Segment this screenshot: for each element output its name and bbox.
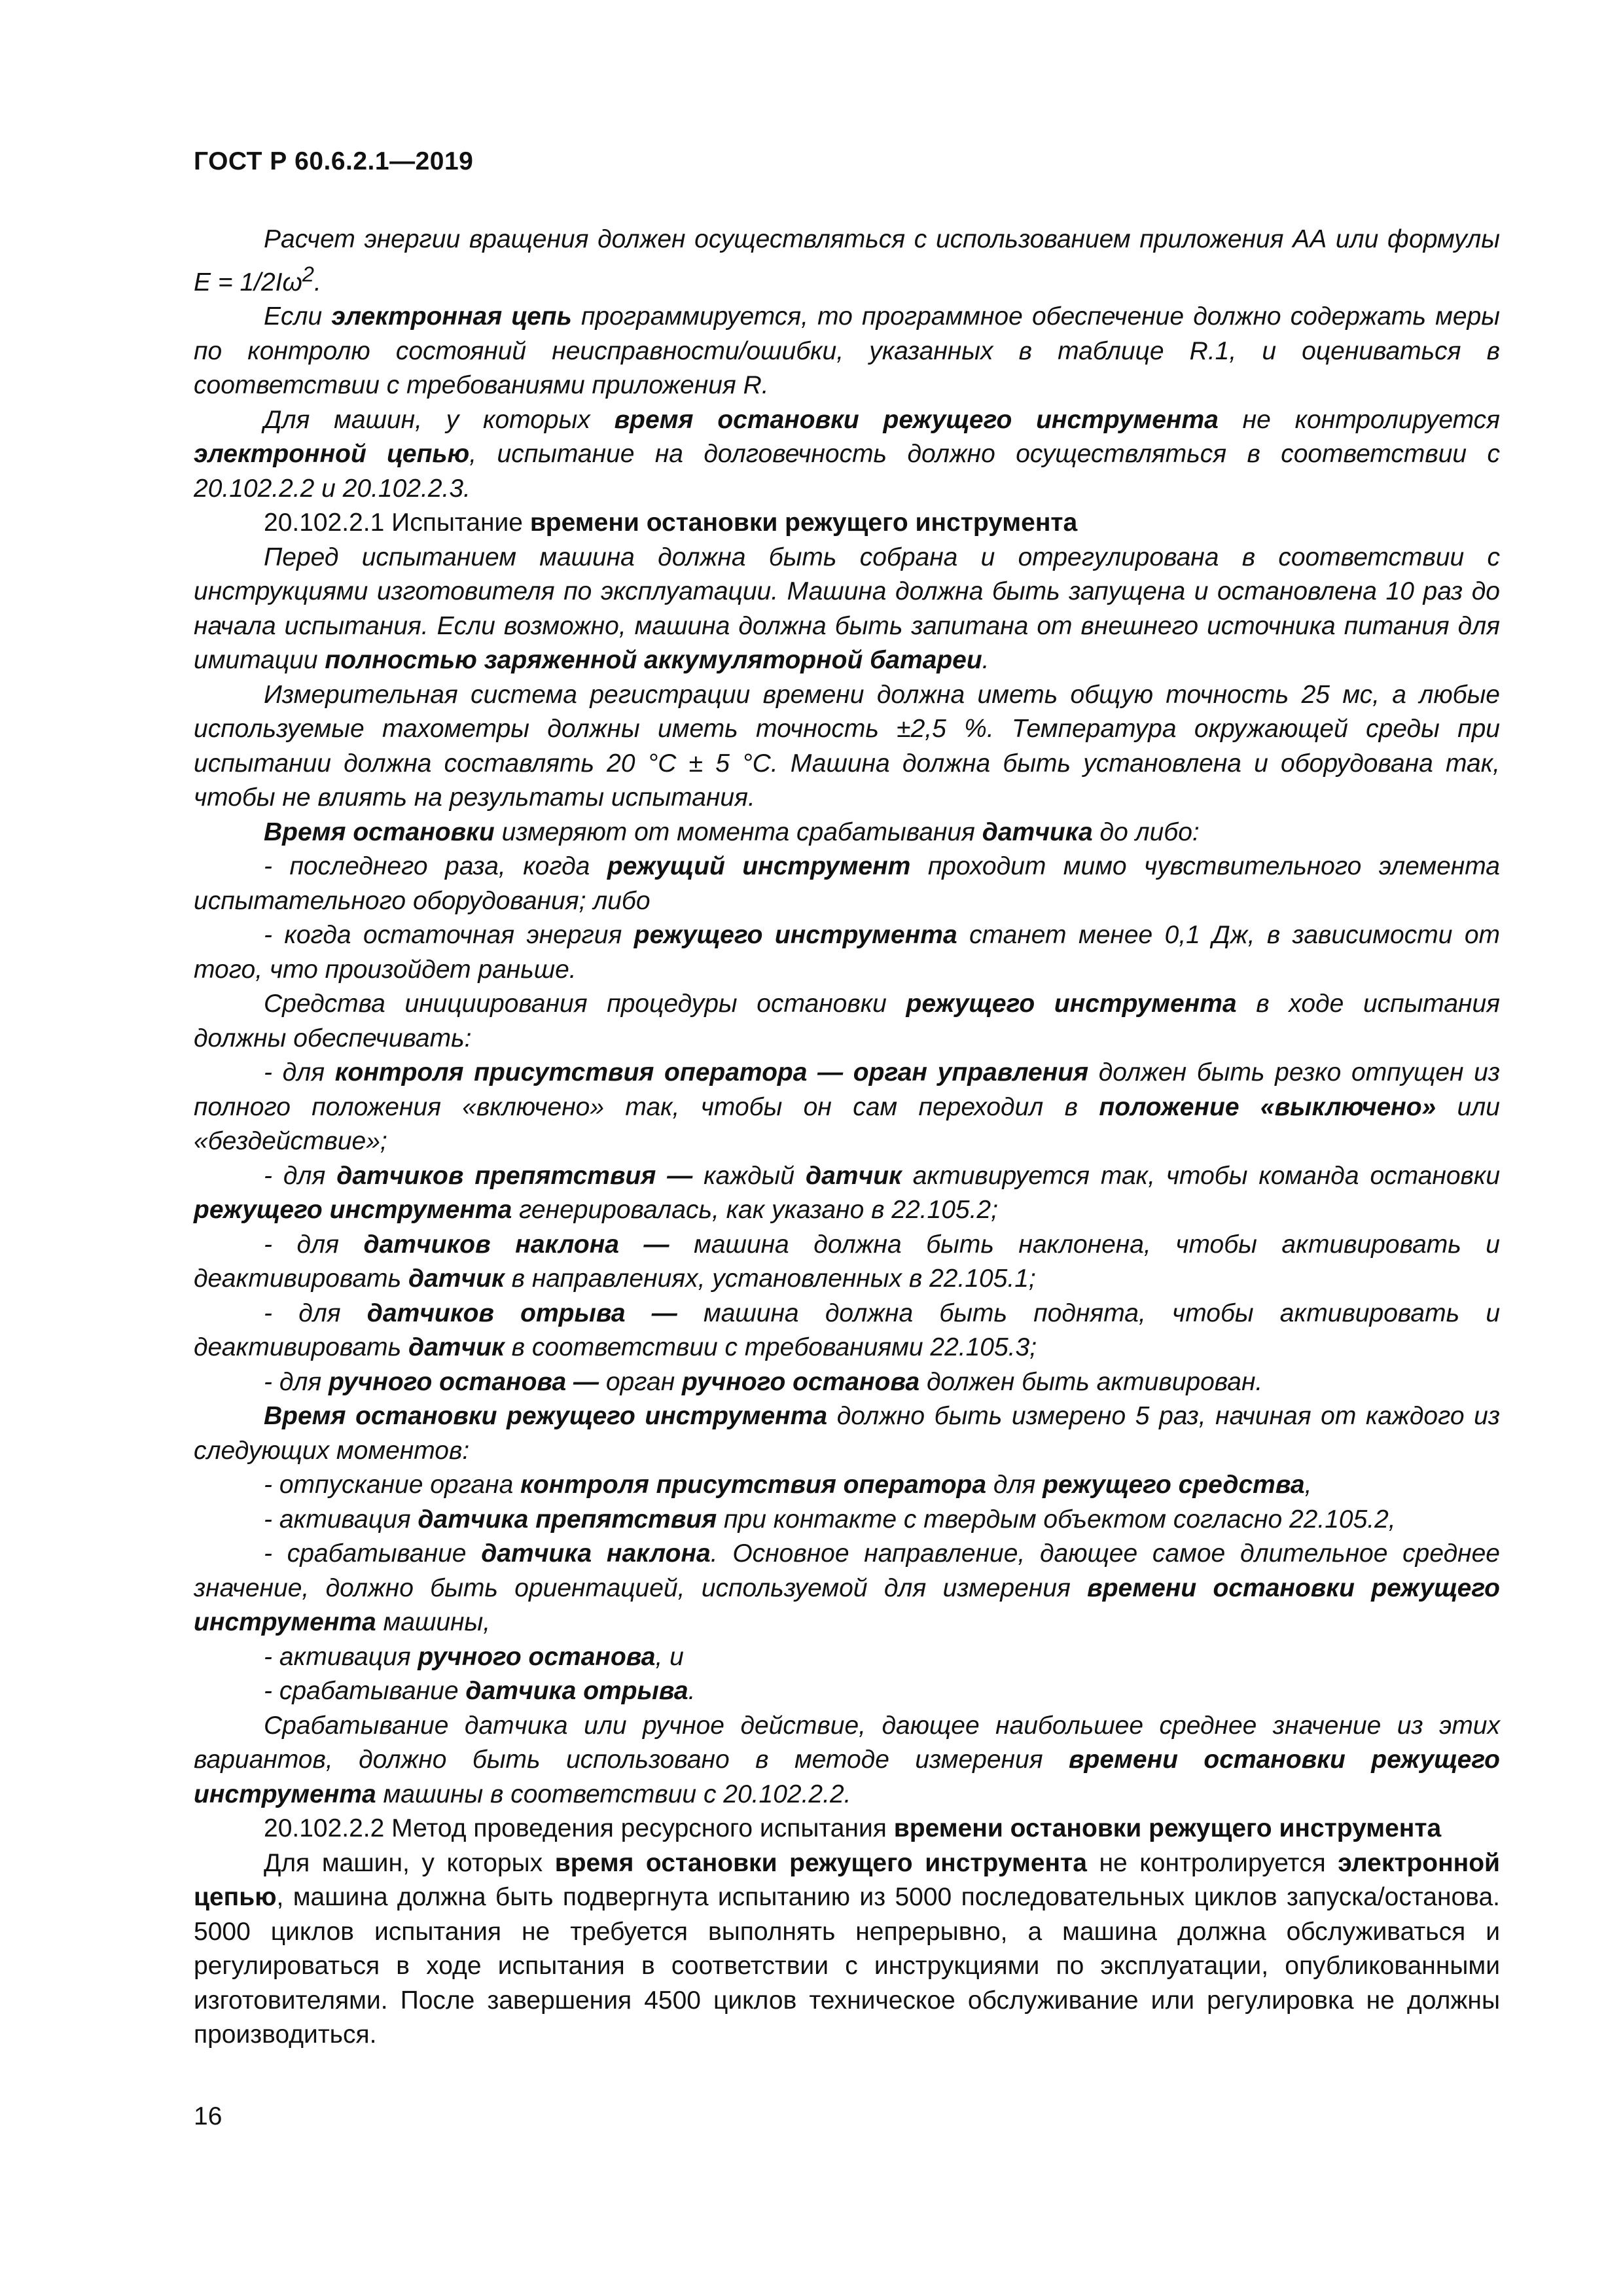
- paragraph: [194, 987, 1500, 1056]
- paragraph: [194, 1365, 1500, 1400]
- paragraph: [194, 1228, 1500, 1297]
- text-run: - для: [264, 1058, 335, 1086]
- text-run: Срабатывание датчика или ручное действие, дающее наибольшее среднее значение из этих вариантов, должно быть использовано в методе измерения: [194, 1711, 1500, 1774]
- text-run: для: [986, 1471, 1043, 1499]
- text-run: генерировалась, как указано в 22.105.2;: [512, 1196, 998, 1224]
- bold-term: режущего средства: [1043, 1471, 1305, 1499]
- bold-term: ручного останова: [418, 1642, 656, 1671]
- paragraph: [194, 1159, 1500, 1228]
- text-run: Средства инициирования процедуры остановки: [264, 990, 906, 1018]
- bold-term: электронной цепью: [194, 440, 470, 468]
- paragraph: [194, 816, 1500, 850]
- paragraph: [194, 223, 1500, 300]
- text-run: должно быть измерено 5 раз, начиная от каждого из следующих моментов:: [194, 1402, 1500, 1465]
- paragraph: [194, 1503, 1500, 1537]
- bold-term: датчик: [408, 1333, 505, 1361]
- bold-term: полностью заряженной аккумуляторной батареи: [325, 646, 982, 674]
- bold-term: времени остановки режущего инструмента: [893, 1814, 1442, 1842]
- text-run: - для: [264, 1367, 329, 1396]
- text-run: в направлениях, установленных в 22.105.1;: [504, 1265, 1036, 1293]
- paragraph: [194, 1812, 1500, 1846]
- bold-term: датчика препятствия: [418, 1505, 717, 1534]
- paragraph: [194, 1537, 1500, 1640]
- text-run: Если: [264, 302, 332, 331]
- text-run: не контролируется: [1218, 405, 1500, 434]
- bold-term: электронная цепь: [331, 302, 572, 331]
- text-run: - для: [264, 1230, 364, 1259]
- bold-term: положение «выключено»: [1099, 1092, 1436, 1121]
- bold-term: контроля присутствия оператора: [520, 1471, 987, 1499]
- text-run: должен быть активирован.: [919, 1367, 1263, 1396]
- text-run: - последнего раза, когда: [264, 852, 607, 880]
- bold-term: датчика: [982, 817, 1093, 846]
- paragraph: [194, 541, 1500, 678]
- text-run: .: [982, 646, 990, 674]
- bold-term: датчика отрыва: [465, 1677, 688, 1705]
- text-run: Перед испытанием машина должна быть собрана и отрегулирована в соответствии с инструкциями изготовителя по эксплуатации. Машина должна быть запущена и остановлена 10 раз до начала испытания. Если возможно, машина должна быть запитана от внешнего источника питания для имитации: [194, 543, 1500, 674]
- bold-term: времени остановки режущего инструмента: [529, 509, 1078, 537]
- paragraph: [194, 850, 1500, 918]
- paragraph: [194, 1674, 1500, 1709]
- bold-term: режущего инструмента: [194, 1196, 512, 1224]
- paragraph: [194, 1640, 1500, 1675]
- text-run: - для: [264, 1299, 367, 1327]
- bold-term: датчиков отрыва —: [366, 1299, 677, 1327]
- text-run: станет менее 0,1 Дж, в зависимости от того, что произойдет раньше.: [194, 921, 1501, 984]
- text-run: . Основное направление, дающее самое длительное среднее значение, должно быть ориентацией, используемой для измерения: [194, 1539, 1500, 1602]
- text-run: машины,: [376, 1608, 491, 1636]
- text-run: .: [313, 268, 321, 296]
- paragraph: [194, 678, 1500, 816]
- text-run: программируется, то программное обеспечение должно содержать меры по контролю состояний неисправности/ошибки, указанных в таблице R.1, и оцениваться в соответствии с требованиями приложения R.: [194, 302, 1500, 399]
- text-run: в соответствии с требованиями 22.105.3;: [504, 1333, 1037, 1361]
- text-run: Расчет энергии вращения должен осуществляться с использованием приложения АА или формулы E = 1/2Iω: [194, 225, 1500, 296]
- text-run: ,: [1304, 1471, 1312, 1499]
- text-run: машина должна быть поднята, чтобы активировать и деактивировать: [194, 1299, 1501, 1361]
- paragraph: [194, 403, 1500, 507]
- bold-term: время остановки режущего инструмента: [554, 1848, 1087, 1877]
- bold-term: ручного останова —: [329, 1367, 599, 1396]
- text-run: .: [688, 1677, 696, 1705]
- text-run: , машина должна быть подвергнута испытанию из 5000 последовательных циклов запуска/останова. 5000 циклов испытания не требуется выполнять непрерывно, а машина должна обслуживаться и регулироваться в ходе испытания в соответствии с инструкциями по эксплуатации, опубликованными изготовителями. После завершения 4500 циклов техническое обслуживание или регулировка не должны производиться.: [194, 1883, 1500, 2049]
- paragraph: [194, 1297, 1500, 1365]
- paragraph: [194, 1846, 1500, 2053]
- bold-term: времени остановки режущего инструмента: [194, 1746, 1500, 1808]
- bold-term: датчиков наклона —: [363, 1230, 669, 1259]
- text-run: - отпускание органа: [264, 1471, 521, 1499]
- text-run: - когда остаточная энергия: [264, 921, 634, 949]
- bold-term: электронной цепью: [194, 1848, 1500, 1911]
- paragraph: [194, 1468, 1500, 1503]
- text-run: 20.102.2.2 Метод проведения ресурсного испытания: [264, 1814, 894, 1842]
- superscript: 2: [302, 262, 314, 286]
- paragraph: [194, 1709, 1500, 1812]
- paragraph: [194, 1399, 1500, 1468]
- text-run: 20.102.2.1 Испытание: [264, 509, 530, 537]
- text-run: активируется так, чтобы команда остановки: [901, 1161, 1501, 1190]
- paragraph: [194, 1056, 1500, 1159]
- paragraph: [194, 506, 1500, 541]
- paragraph: [194, 918, 1500, 987]
- text-run: - срабатывание: [264, 1677, 466, 1705]
- page-number: 16: [194, 2102, 223, 2130]
- bold-term: датчика наклона: [481, 1539, 711, 1568]
- text-run: машины в соответствии с 20.102.2.2.: [376, 1780, 851, 1808]
- text-run: Измерительная система регистрации времени должна иметь общую точность 25 мс, а любые используемые тахометры должны иметь точность ±2,5 %. Температура окружающей среды при испытании должна составлять 20 °C ± 5 °C. Машина должна быть установлена и оборудована так, чтобы не влиять на результаты испытания.: [194, 680, 1500, 812]
- text-run: до либо:: [1092, 817, 1200, 846]
- bold-term: датчик: [408, 1265, 505, 1293]
- text-run: , испытание на долговечность должно осуществляться в соответствии с 20.102.2.2 и 20.102.2.3.: [194, 440, 1500, 503]
- bold-term: контроля присутствия оператора — орган управления: [334, 1058, 1089, 1086]
- text-run: - срабатывание: [264, 1539, 482, 1568]
- text-run: Для машин, у которых: [264, 1848, 555, 1877]
- text-run: , и: [655, 1642, 684, 1671]
- bold-term: датчик: [805, 1161, 902, 1190]
- text-run: каждый: [704, 1161, 806, 1190]
- text-run: не контролируется: [1086, 1848, 1338, 1877]
- text-run: Для машин, у которых: [264, 405, 615, 434]
- text-run: - активация: [264, 1505, 418, 1534]
- text-run: должен быть резко отпущен из полного положения «включено» так, чтобы он сам переходил в: [194, 1058, 1500, 1121]
- bold-term: время остановки режущего инструмента: [614, 405, 1219, 434]
- text-run: - активация: [264, 1642, 418, 1671]
- bold-term: Время остановки: [264, 817, 495, 846]
- bold-term: режущий инструмент: [607, 852, 911, 880]
- bold-term: режущего инструмента: [906, 990, 1237, 1018]
- bold-term: датчиков препятствия —: [336, 1161, 704, 1190]
- text-run: измеряют от момента срабатывания: [494, 817, 982, 846]
- text-run: - для: [264, 1161, 337, 1190]
- text-run: или «бездействие»;: [194, 1092, 1500, 1155]
- bold-term: Время остановки режущего инструмента: [264, 1402, 828, 1430]
- text-run: при контакте с твердым объектом согласно 22.105.2,: [717, 1505, 1396, 1534]
- text-run: в ходе испытания должны обеспечивать:: [194, 990, 1501, 1052]
- paragraph: [194, 300, 1500, 403]
- document-code-header: ГОСТ Р 60.6.2.1—2019: [194, 147, 474, 175]
- bold-term: времени остановки режущего инструмента: [194, 1573, 1501, 1636]
- bold-term: ручного останова: [682, 1367, 920, 1396]
- bold-term: режущего инструмента: [633, 921, 957, 949]
- text-run: машина должна быть наклонена, чтобы активировать и деактивировать: [194, 1230, 1500, 1293]
- text-run: орган: [599, 1367, 682, 1396]
- page-body: [194, 223, 1500, 2053]
- text-run: проходит мимо чувствительного элемента испытательного оборудования; либо: [194, 852, 1501, 915]
